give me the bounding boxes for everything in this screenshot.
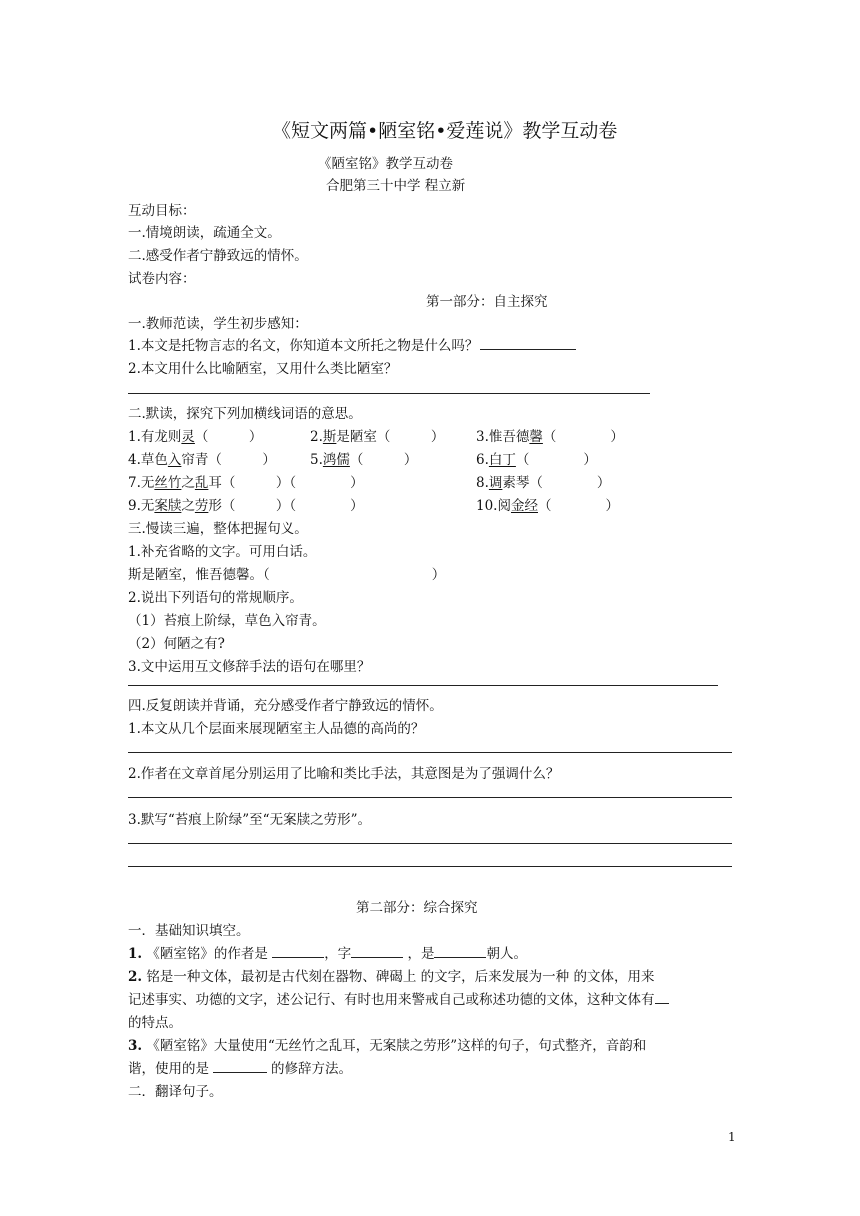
answer-line[interactable] <box>128 843 732 844</box>
part2-heading: 第二部分：综合探究 <box>356 900 478 916</box>
question-1-2: 2.本文用什么比喻陋室，又用什么类比陋室？ <box>128 361 398 377</box>
section4-title: 四.反复朗读并背诵，充分感受作者宁静致远的情怀。 <box>128 698 443 714</box>
vocab-item-4[interactable]: 4.草色入帘青（ ） <box>128 452 276 468</box>
vocab-item-7[interactable]: 7.无丝竹之乱耳（ ）（ ） <box>128 475 364 491</box>
author-line: 合肥第三十中学 程立新 <box>326 178 466 194</box>
vocab-item-1[interactable]: 1.有龙则灵（ ） <box>128 429 263 445</box>
vocab-item-5[interactable]: 5.鸿儒（ ） <box>310 452 418 468</box>
answer-blank[interactable] <box>434 945 486 958</box>
section2-title: 二.默读，探究下列加横线词语的意思。 <box>128 406 362 422</box>
goal-item-2: 二.感受作者宁静致远的情怀。 <box>128 248 308 264</box>
section3-title: 三.慢读三遍，整体把握句义。 <box>128 521 308 537</box>
part2-question-3: 3. 《陋室铭》大量使用“无丝竹之乱耳，无案牍之劳形”这样的句子，句式整齐，音韵和 <box>128 1038 647 1054</box>
question-text: 1.本文是托物言志的名文，你知道本文所托之物是什么吗？ <box>128 338 479 354</box>
part2-question-1: 1. 《陋室铭》的作者是 ，字 ，是 朝人。 <box>128 946 527 962</box>
question-3-2b: （2）何陋之有? <box>128 636 225 652</box>
vocab-item-8[interactable]: 8.调素琴（ ） <box>476 475 611 491</box>
part2-question-2-line2: 记述事实、功德的文字，述公记行、有时也用来警戒自己或称述功德的文体，这种文体有 <box>128 988 669 1008</box>
answer-line[interactable] <box>128 797 732 798</box>
question-3-1: 1.补充省略的文字。可用白话。 <box>128 544 317 560</box>
part2-section2-title: 二．翻译句子。 <box>128 1084 223 1100</box>
question-4-1: 1.本文从几个层面来展现陋室主人品德的高尚的？ <box>128 721 425 737</box>
answer-blank[interactable] <box>213 1060 267 1073</box>
question-3-2a: （1）苔痕上阶绿，草色入帘青。 <box>128 613 326 629</box>
part2-question-2: 2. 铭是一种文体，最初是古代刻在器物、碑碣上 的文字，后来发展为一种 的文体，用来 <box>128 969 655 985</box>
answer-line[interactable] <box>128 752 732 753</box>
answer-blank[interactable] <box>480 337 576 350</box>
vocab-item-6[interactable]: 6.白丁（ ） <box>476 452 597 468</box>
content-label: 试卷内容： <box>128 271 196 287</box>
answer-blank[interactable] <box>351 945 403 958</box>
vocab-item-2[interactable]: 2.斯是陋室（ ） <box>310 429 445 445</box>
question-4-3: 3.默写“苔痕上阶绿”至“无案牍之劳形”。 <box>128 812 371 828</box>
goals-label: 互动目标： <box>128 203 196 219</box>
question-3-2: 2.说出下列语句的常规顺序。 <box>128 590 303 606</box>
vocab-item-9[interactable]: 9.无案牍之劳形（ ）（ ） <box>128 498 364 514</box>
question-4-2: 2.作者在文章首尾分别运用了比喻和类比手法，其意图是为了强调什么？ <box>128 766 560 782</box>
section1-title: 一.教师范读，学生初步感知： <box>128 316 308 332</box>
question-3-3: 3.文中运用互文修辞手法的语句在哪里？ <box>128 659 371 675</box>
goal-item-1: 一.情境朗读，疏通全文。 <box>128 225 281 241</box>
page-number: 1 <box>728 1130 736 1144</box>
answer-blank[interactable] <box>272 945 324 958</box>
part2-question-3-line2: 谐，使用的是 的修辞方法。 <box>128 1061 352 1077</box>
vocab-item-10[interactable]: 10.阅金经（ ） <box>476 498 619 514</box>
document-title: 《短文两篇•陋室铭•爱莲说》教学互动卷 <box>272 120 618 142</box>
answer-line[interactable] <box>128 393 650 394</box>
question-3-1-sentence[interactable]: 斯是陋室，惟吾德馨。（ ） <box>128 567 446 583</box>
part2-question-2-line3: 的特点。 <box>128 1015 182 1031</box>
part1-heading: 第一部分：自主探究 <box>426 294 548 310</box>
answer-line[interactable] <box>128 866 732 867</box>
answer-line[interactable] <box>128 685 718 686</box>
part2-section1-title: 一．基础知识填空。 <box>128 923 250 939</box>
sub-title: 《陋室铭》教学互动卷 <box>318 156 453 172</box>
question-1-1 <box>128 334 576 354</box>
answer-blank[interactable] <box>655 991 669 1004</box>
vocab-item-3[interactable]: 3.惟吾德馨（ ） <box>476 429 624 445</box>
